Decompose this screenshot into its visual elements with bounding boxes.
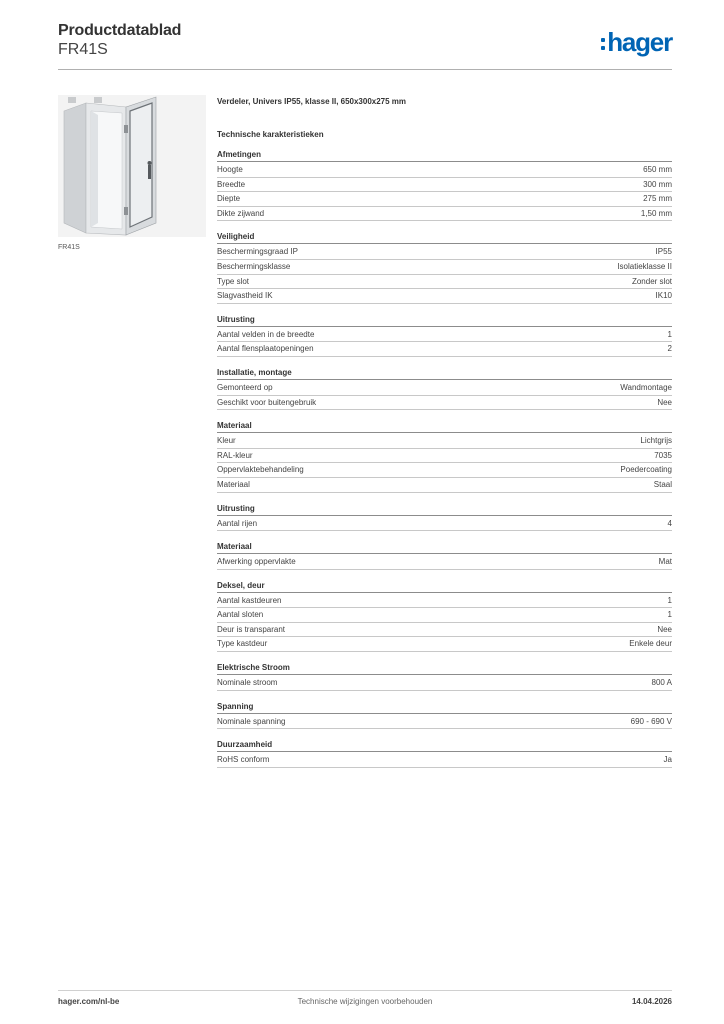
spec-value: Mat	[658, 557, 672, 567]
spec-label: Type slot	[217, 276, 250, 286]
footer-date: 14.04.2026	[631, 997, 672, 1006]
spec-value: Wandmontage	[620, 382, 672, 392]
spec-value: 1,50 mm	[640, 208, 672, 218]
spec-section	[217, 503, 672, 532]
section-title: Uitrusting	[217, 314, 672, 327]
section-title: Materiaal	[217, 420, 672, 433]
spec-value: Nee	[657, 397, 672, 407]
spec-label: Slagvastheid IK	[217, 291, 273, 301]
spec-value: Staal	[653, 479, 672, 489]
spec-row	[217, 275, 672, 290]
spec-value: 4	[667, 518, 672, 528]
spec-label: Geschikt voor buitengebruik	[217, 397, 317, 407]
document-title: Productdatablad	[58, 22, 182, 39]
spec-label: Nominale spanning	[217, 716, 286, 726]
spec-value: IP55	[655, 247, 672, 257]
spec-label: Oppervlaktebehandeling	[217, 465, 304, 475]
spec-section	[217, 541, 672, 570]
spec-label: Aantal rijen	[217, 518, 258, 528]
spec-value: 1	[667, 610, 672, 620]
spec-row	[217, 342, 672, 357]
spec-label: Afwerking oppervlakte	[217, 557, 296, 567]
logo-text: hager	[607, 27, 672, 57]
spec-value: Enkele deur	[629, 639, 672, 649]
spec-content	[217, 95, 672, 778]
spec-label: Aantal sloten	[217, 610, 264, 620]
spec-label: Aantal flensplaatopeningen	[217, 344, 314, 354]
spec-section	[217, 367, 672, 410]
section-title: Materiaal	[217, 541, 672, 554]
spec-row	[217, 178, 672, 193]
spec-section	[217, 580, 672, 652]
image-caption: FR41S	[58, 244, 80, 251]
spec-value: 275 mm	[643, 194, 672, 204]
spec-section	[217, 701, 672, 730]
section-title: Duurzaamheid	[217, 739, 672, 752]
spec-value: 1	[667, 595, 672, 605]
spec-value: 800 A	[651, 678, 672, 688]
spec-row	[217, 623, 672, 638]
spec-row	[217, 192, 672, 207]
spec-row	[217, 396, 672, 411]
spec-label: Diepte	[217, 194, 241, 204]
section-title: Deksel, deur	[217, 580, 672, 593]
page-header	[58, 22, 672, 68]
spec-row	[217, 715, 672, 730]
footer-website[interactable]: hager.com/nl-be	[58, 997, 120, 1006]
spec-value: Nee	[657, 624, 672, 634]
footer-divider	[58, 990, 672, 991]
product-image	[58, 95, 206, 237]
spec-value: 300 mm	[643, 179, 672, 189]
section-title: Spanning	[217, 701, 672, 714]
spec-label: Beschermingsklasse	[217, 261, 291, 271]
spec-row	[217, 449, 672, 464]
spec-row	[217, 555, 672, 570]
spec-row	[217, 207, 672, 222]
section-title: Afmetingen	[217, 149, 672, 162]
spec-value: 2	[667, 344, 672, 354]
spec-row	[217, 163, 672, 178]
spec-label: Breedte	[217, 179, 246, 189]
spec-row	[217, 478, 672, 493]
spec-section	[217, 231, 672, 303]
spec-row	[217, 463, 672, 478]
spec-row	[217, 245, 672, 260]
spec-label: Kleur	[217, 436, 236, 446]
spec-value: IK10	[655, 291, 672, 301]
spec-label: RoHS conform	[217, 755, 270, 765]
tech-heading: Technische karakteristieken	[217, 130, 324, 139]
spec-value: 1	[667, 329, 672, 339]
spec-row	[217, 676, 672, 691]
spec-section	[217, 314, 672, 357]
spec-row	[217, 517, 672, 532]
spec-row	[217, 608, 672, 623]
spec-section	[217, 662, 672, 691]
spec-value: 690 - 690 V	[630, 716, 672, 726]
spec-label: Aantal velden in de breedte	[217, 329, 315, 339]
spec-value: Poedercoating	[620, 465, 672, 475]
spec-row	[217, 260, 672, 275]
header-divider	[58, 69, 672, 70]
section-title: Elektrische Stroom	[217, 662, 672, 675]
spec-section	[217, 149, 672, 221]
footer-disclaimer: Technische wijzigingen voorbehouden	[297, 997, 433, 1006]
spec-label: Gemonteerd op	[217, 382, 273, 392]
product-description: Verdeler, Univers IP55, klasse II, 650x300x275 mm	[217, 97, 407, 106]
spec-label: Beschermingsgraad IP	[217, 247, 298, 257]
section-title: Uitrusting	[217, 503, 672, 516]
product-code: FR41S	[58, 41, 108, 58]
spec-sections	[217, 149, 672, 768]
spec-label: Hoogte	[217, 165, 243, 174]
spec-label: Type kastdeur	[217, 639, 268, 649]
spec-row	[217, 594, 672, 609]
section-title: Installatie, montage	[217, 367, 672, 380]
spec-row	[217, 753, 672, 768]
spec-section	[217, 739, 672, 768]
spec-label: Dikte zijwand	[217, 208, 265, 218]
spec-section	[217, 420, 672, 492]
spec-row	[217, 328, 672, 343]
spec-value: Lichtgrijs	[640, 436, 672, 446]
enclosure-cabinet-photo-icon	[58, 95, 206, 237]
section-title: Veiligheid	[217, 231, 672, 244]
spec-label: Materiaal	[217, 479, 250, 489]
spec-label: Deur is transparant	[217, 624, 286, 634]
hager-logo	[601, 29, 672, 57]
spec-row	[217, 381, 672, 396]
spec-value: Isolatieklasse II	[617, 261, 672, 271]
spec-row	[217, 289, 672, 304]
spec-value: 7035	[654, 450, 672, 460]
spec-label: Nominale stroom	[217, 678, 278, 688]
spec-label: RAL-kleur	[217, 450, 253, 460]
spec-value: 650 mm	[643, 165, 672, 174]
spec-row	[217, 637, 672, 652]
spec-value: Zonder slot	[631, 276, 672, 286]
logo-dots-icon	[601, 38, 605, 50]
spec-label: Aantal kastdeuren	[217, 595, 282, 605]
spec-value: Ja	[663, 755, 672, 765]
spec-row	[217, 434, 672, 449]
